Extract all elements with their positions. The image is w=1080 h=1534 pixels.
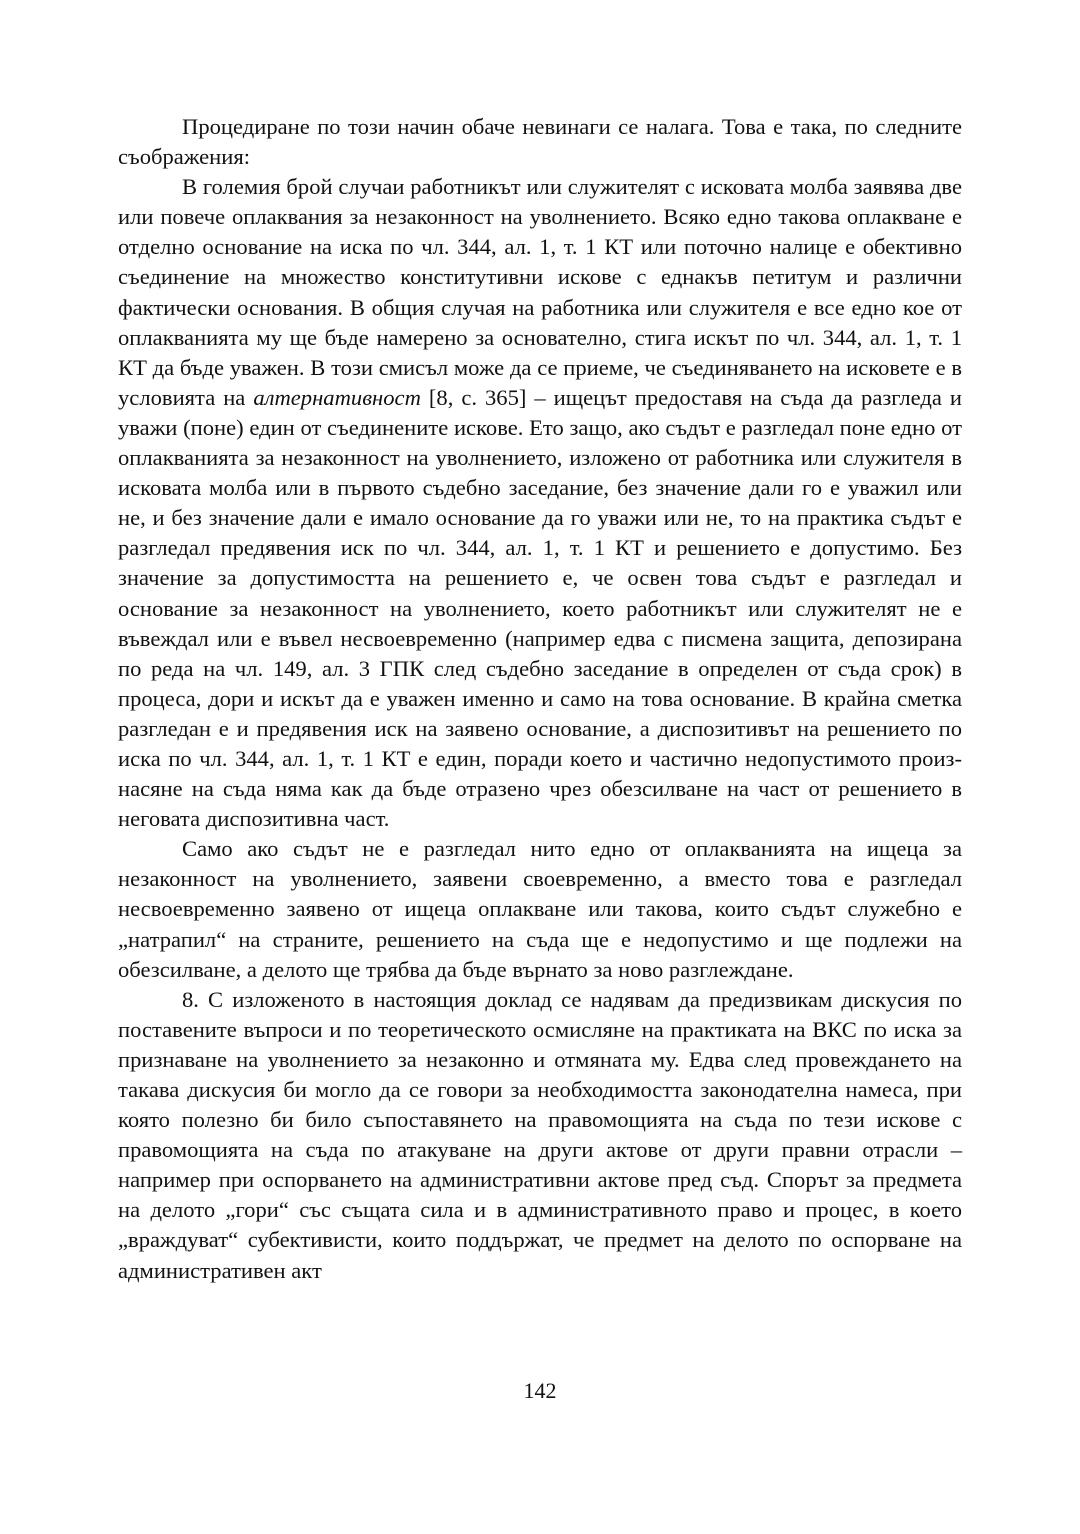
document-body — [118, 112, 962, 1286]
paragraph — [118, 834, 962, 984]
paragraph — [118, 985, 962, 1286]
paragraph-text: 8. С изложеното в настоящия доклад се надявам да предизвикам дискусия по поставените въпроси и по теоретическото осмисляне на практиката на ВКС по иска за признаване на уволнението за незаконно и отмяната му. Едва след провеждането на такава дискусия би могло да се говори за необходимостта законодателна намеса, при която полезно би било съпоставянето на правомощията на съда по тези искове с правомощията на съда по атакуване на други актове от други правни отрасли – например при оспорването на административни актове пред съд. Спорът за предмета на делото „гори“ със същата сила и в административното право и процес, в което „враждуват“ субективисти, които поддържат, че предмет на делото по оспорване на административен акт — [118, 986, 962, 1283]
paragraph-text: Само ако съдът не е разгледал нито едно от оплакванията на ищеца за незаконност на уволнението, заявени своевременно, а вместо това е разгледал несвоевременно заявено от ищеца оплакване или такова, които съдът служебно е „натрапил“ на страните, решението на съда ще е недопустимо и ще подлежи на обезсилване, а делото ще трябва да бъде върнато за ново разглеждане. — [118, 836, 962, 982]
page-number: 142 — [523, 1378, 557, 1403]
paragraph-text: Процедиране по този начин обаче невинаги се налага. Това е така, по следните съображения: — [118, 114, 962, 170]
paragraph-text: [8, с. 365] – ищецът предоставя на съда да разгледа и уважи (поне) един от съединените искове. Ето защо, ако съдът е разгледал поне едно от оплакванията за незаконност на уволнението, изложено от работника или служителя в исковата молба или в първото съдебно заседание, без значение дали го е уважил или не, и без значение дали е имало основание да го уважи или не, то на практика съдът е разгледал предявения иск по чл. 344, ал. 1, т. 1 КТ и решението е допустимо. Без значение за допустимостта на решението е, че освен това съдът е разгледал и основание за незаконност на уволнението, което работникът или служителят не е въвеждал или е въвел несвоевременно (например едва с писмена защита, депозирана по реда на чл. 149, ал. 3 ГПК след съдебно заседание в определен от съда срок) в процеса, дори и искът да е уважен именно и само на това основание. В крайна сметка разгледан е и предявения иск на заявено основание, а диспозитивът на решението по иска по чл. 344, ал. 1, т. 1 КТ е един, поради което и частично недопустимото произнасяне на съда няма как да бъде отразено чрез обезсилване на част от решението в неговата диспозитивна част. — [118, 384, 962, 832]
emphasis-text: алтернативност — [253, 384, 421, 410]
paragraph-text: В големия брой случаи работникът или служителят с исковата молба заявява две или повече оплаквания за незаконност на уволнението. Всяко едно такова оплакване е отделно основание на иска по чл. 344, ал. 1, т. 1 КТ или поточно налице е обективно съединение на множество конститутивни искове с еднакъв петитум и различни фактически основания. В общия случая на работника или служителя е все едно кое от оплакванията му ще бъде намерено за основателно, стига искът по чл. 344, ал. 1, т. 1 КТ да бъде уважен. В този смисъл може да се приеме, че съединяването на исковете е в условията на — [118, 174, 962, 410]
paragraph — [118, 172, 962, 834]
paragraph — [118, 112, 962, 172]
